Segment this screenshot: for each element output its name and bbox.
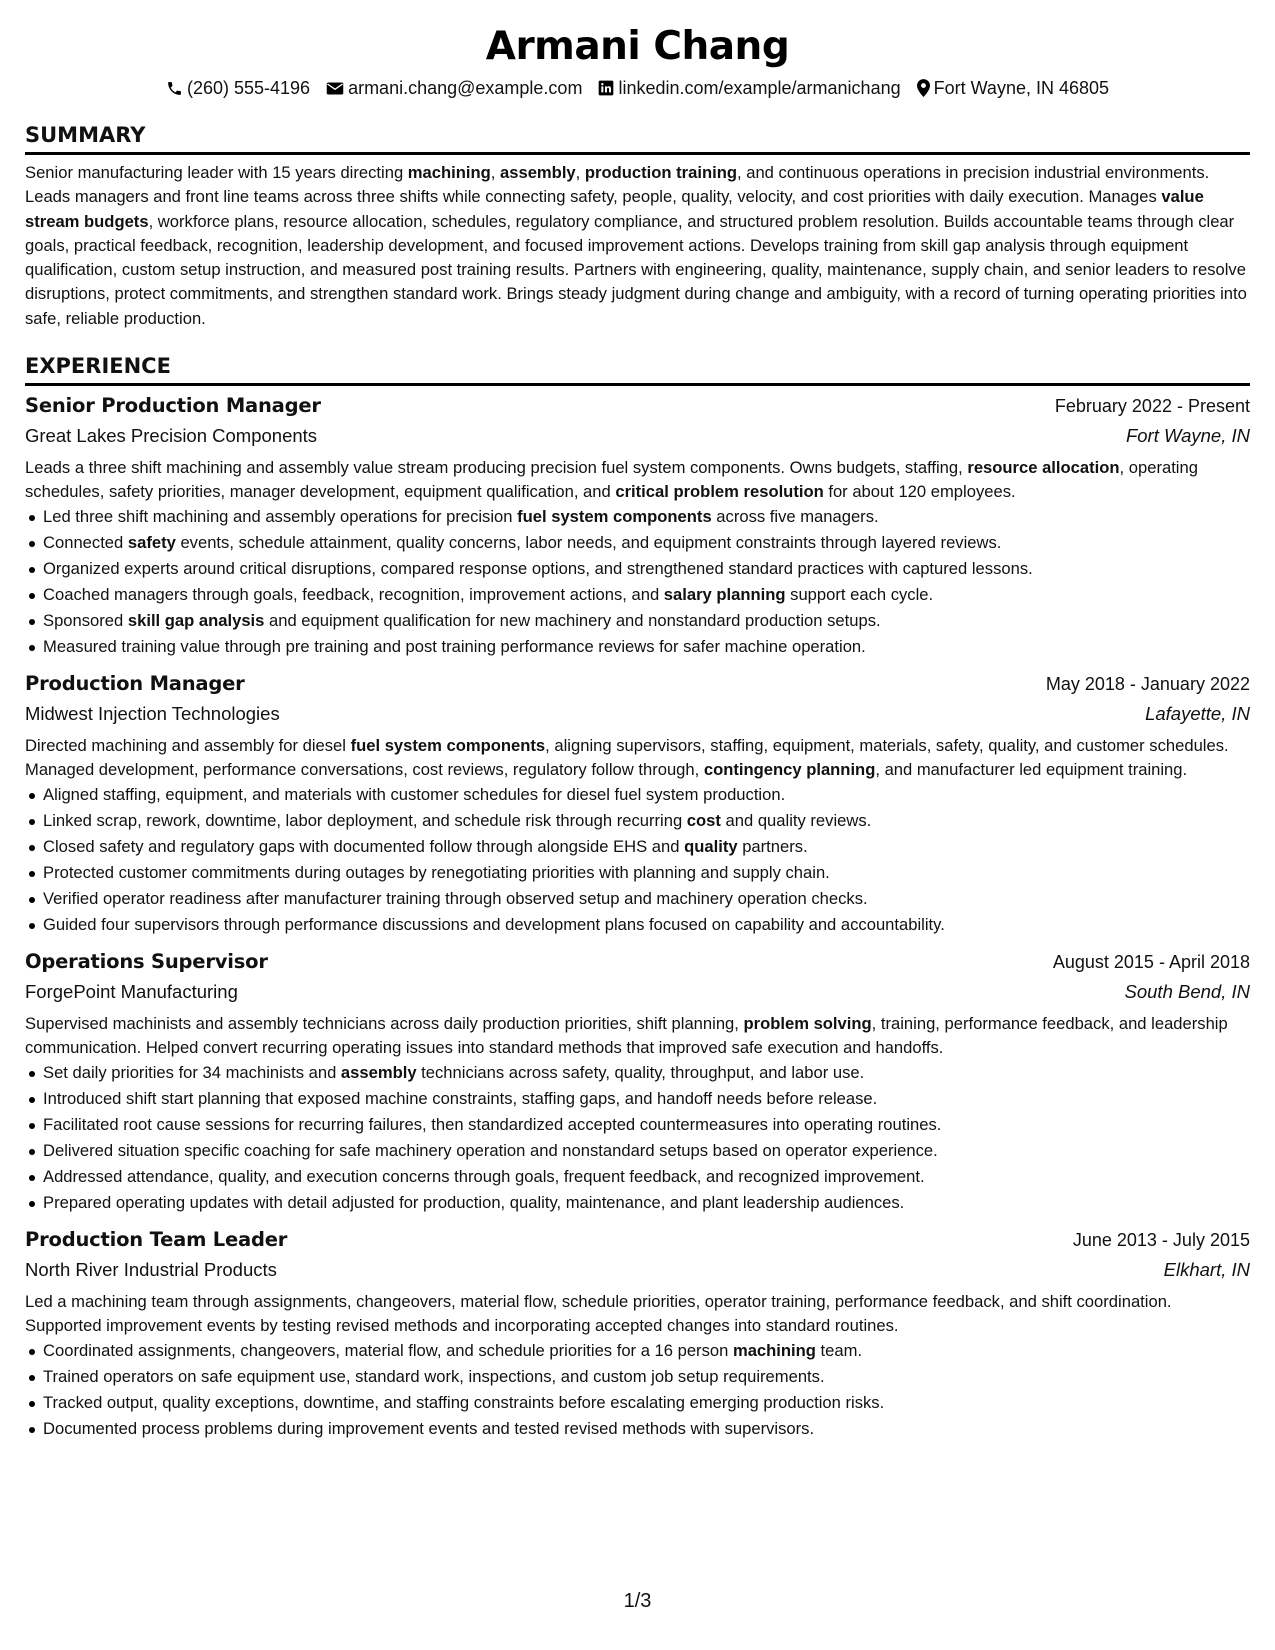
bullet-item: Organized experts around critical disruptions, compared response options, and strengthened standard practices with captured lessons. — [25, 556, 1250, 582]
bullet-item: Sponsored skill gap analysis and equipment qualification for new machinery and nonstandard production setups. — [25, 608, 1250, 634]
job-description: Directed machining and assembly for diesel fuel system components, aligning supervisors, staffing, equipment, materials, safety, quality, and customer schedules. Managed development, performance conversations, cost reviews, regulatory follow through, contingency planning, and manufacturer led equipment training. — [25, 736, 1229, 780]
phone-icon — [166, 80, 183, 97]
bullet-item: Introduced shift start planning that exposed machine constraints, staffing gaps, and handoff needs before release. — [25, 1086, 1250, 1112]
envelope-icon — [326, 81, 344, 96]
job-bullets — [25, 782, 1250, 938]
job-location: Lafayette, IN — [1145, 703, 1250, 725]
bullet-item: Protected customer commitments during outages by renegotiating priorities with planning and supply chain. — [25, 860, 1250, 886]
experience-list — [25, 392, 1250, 1442]
bullet-item: Verified operator readiness after manufacturer training through observed setup and machinery operation checks. — [25, 886, 1250, 912]
linkedin-text[interactable]: linkedin.com/example/armanichang — [618, 78, 901, 98]
job-entry — [25, 392, 1250, 660]
summary-paragraph: Senior manufacturing leader with 15 years directing machining, assembly, production training, and continuous operations in precision industrial environments. Leads managers and front line teams across three shifts while connecting safety, people, quality, velocity, and cost priorities with daily execution. Manages value stream budgets, workforce plans, resource allocation, schedules, regulatory compliance, and structured problem resolution. Builds accountable teams through clear goals, practical feedback, recognition, leadership development, and focused improvement actions. Develops training from skill gap analysis through equipment qualification, custom setup instruction, and measured post training results. Partners with engineering, quality, maintenance, supply chain, and senior leaders to resolve disruptions, protect commitments, and strengthen standard work. Brings steady judgment during change and ambiguity, with a record of turning operating priorities into safe, reliable production. — [25, 163, 1247, 328]
job-location: Elkhart, IN — [1163, 1259, 1250, 1281]
job-bullets — [25, 504, 1250, 660]
email-text[interactable]: armani.chang@example.com — [348, 78, 583, 98]
job-company: North River Industrial Products — [25, 1259, 277, 1281]
linkedin-icon — [598, 80, 614, 96]
job-description: Leads a three shift machining and assembly value stream producing precision fuel system components. Owns budgets, staffing, resource allocation, operating schedules, safety priorities, manager development, equipment qualification, and critical problem resolution for about 120 employees. — [25, 458, 1198, 502]
bullet-item: Prepared operating updates with detail adjusted for production, quality, maintenance, and plant leadership audiences. — [25, 1190, 1250, 1216]
page-number: 1/3 — [623, 1590, 652, 1612]
phone-text: (260) 555-4196 — [186, 78, 311, 98]
contact-location — [917, 76, 1109, 100]
job-dates: May 2018 - January 2022 — [1045, 674, 1250, 695]
bullet-item: Guided four supervisors through performance discussions and development plans focused on capability and accountability. — [25, 912, 1250, 938]
bullet-item: Delivered situation specific coaching for safe machinery operation and nonstandard setups based on operator experience. — [25, 1138, 1250, 1164]
job-entry — [25, 670, 1250, 938]
candidate-name: Armani Chang — [485, 24, 790, 69]
bullet-item: Linked scrap, rework, downtime, labor deployment, and schedule risk through recurring cost and quality reviews. — [25, 808, 1250, 834]
job-subheader — [25, 422, 1250, 450]
job-header — [25, 1226, 1250, 1254]
job-location: Fort Wayne, IN — [1125, 425, 1250, 447]
job-description: Supervised machinists and assembly technicians across daily production priorities, shift planning, problem solving, training, performance feedback, and leadership communication. Helped convert recurring operating issues into standard methods that improved safe execution and handoffs. — [25, 1014, 1228, 1058]
job-description: Led a machining team through assignments, changeovers, material flow, schedule priorities, operator training, performance feedback, and shift coordination. Supported improvement events by testing revised methods and incorporating accepted changes into standard routines. — [25, 1292, 1172, 1336]
bullet-item: Connected safety events, schedule attainment, quality concerns, labor needs, and equipment constraints through layered reviews. — [25, 530, 1250, 556]
job-company: Great Lakes Precision Components — [25, 425, 318, 447]
bullet-item: Measured training value through pre training and post training performance reviews for safer machine operation. — [25, 634, 1250, 660]
bullet-item: Coached managers through goals, feedback, recognition, improvement actions, and salary planning support each cycle. — [25, 582, 1250, 608]
bullet-item: Trained operators on safe equipment use, standard work, inspections, and custom job setup requirements. — [25, 1364, 1250, 1390]
job-dates: August 2015 - April 2018 — [1052, 952, 1250, 973]
contact-email[interactable] — [326, 76, 582, 100]
job-title: Senior Production Manager — [25, 394, 321, 418]
contact-bar — [25, 76, 1250, 100]
contact-linkedin[interactable] — [598, 76, 900, 100]
job-subheader — [25, 1256, 1250, 1284]
job-header — [25, 392, 1250, 420]
job-location: South Bend, IN — [1124, 981, 1250, 1003]
job-header — [25, 948, 1250, 976]
bullet-item: Tracked output, quality exceptions, downtime, and staffing constraints before escalating emerging production risks. — [25, 1390, 1250, 1416]
job-title: Production Team Leader — [25, 1228, 288, 1252]
job-bullets — [25, 1060, 1250, 1216]
map-pin-icon — [917, 79, 930, 97]
bullet-item: Set daily priorities for 34 machinists and assembly technicians across safety, quality, throughput, and labor use. — [25, 1060, 1250, 1086]
job-entry — [25, 948, 1250, 1216]
bullet-item: Coordinated assignments, changeovers, material flow, and schedule priorities for a 16 person machining team. — [25, 1338, 1250, 1364]
job-header — [25, 670, 1250, 698]
job-company: Midwest Injection Technologies — [25, 703, 280, 725]
bullet-item: Addressed attendance, quality, and execution concerns through goals, frequent feedback, and recognized improvement. — [25, 1164, 1250, 1190]
bullet-item: Aligned staffing, equipment, and materials with customer schedules for diesel fuel system production. — [25, 782, 1250, 808]
job-title: Operations Supervisor — [25, 950, 268, 974]
location-text: Fort Wayne, IN 46805 — [933, 78, 1110, 98]
bullet-item: Closed safety and regulatory gaps with documented follow through alongside EHS and quality partners. — [25, 834, 1250, 860]
job-bullets — [25, 1338, 1250, 1442]
bullet-item: Led three shift machining and assembly operations for precision fuel system components across five managers. — [25, 504, 1250, 530]
job-subheader — [25, 978, 1250, 1006]
job-company: ForgePoint Manufacturing — [25, 981, 238, 1003]
bullet-item: Facilitated root cause sessions for recurring failures, then standardized accepted countermeasures into operating routines. — [25, 1112, 1250, 1138]
bullet-item: Documented process problems during improvement events and tested revised methods with supervisors. — [25, 1416, 1250, 1442]
resume-page — [25, 22, 1250, 1442]
job-dates: June 2013 - July 2015 — [1072, 1230, 1250, 1251]
job-dates: February 2022 - Present — [1054, 396, 1250, 417]
job-subheader — [25, 700, 1250, 728]
experience-heading: EXPERIENCE — [25, 353, 1250, 386]
job-title: Production Manager — [25, 672, 245, 696]
contact-phone — [166, 76, 310, 100]
job-entry — [25, 1226, 1250, 1442]
summary-heading: SUMMARY — [25, 122, 1250, 155]
